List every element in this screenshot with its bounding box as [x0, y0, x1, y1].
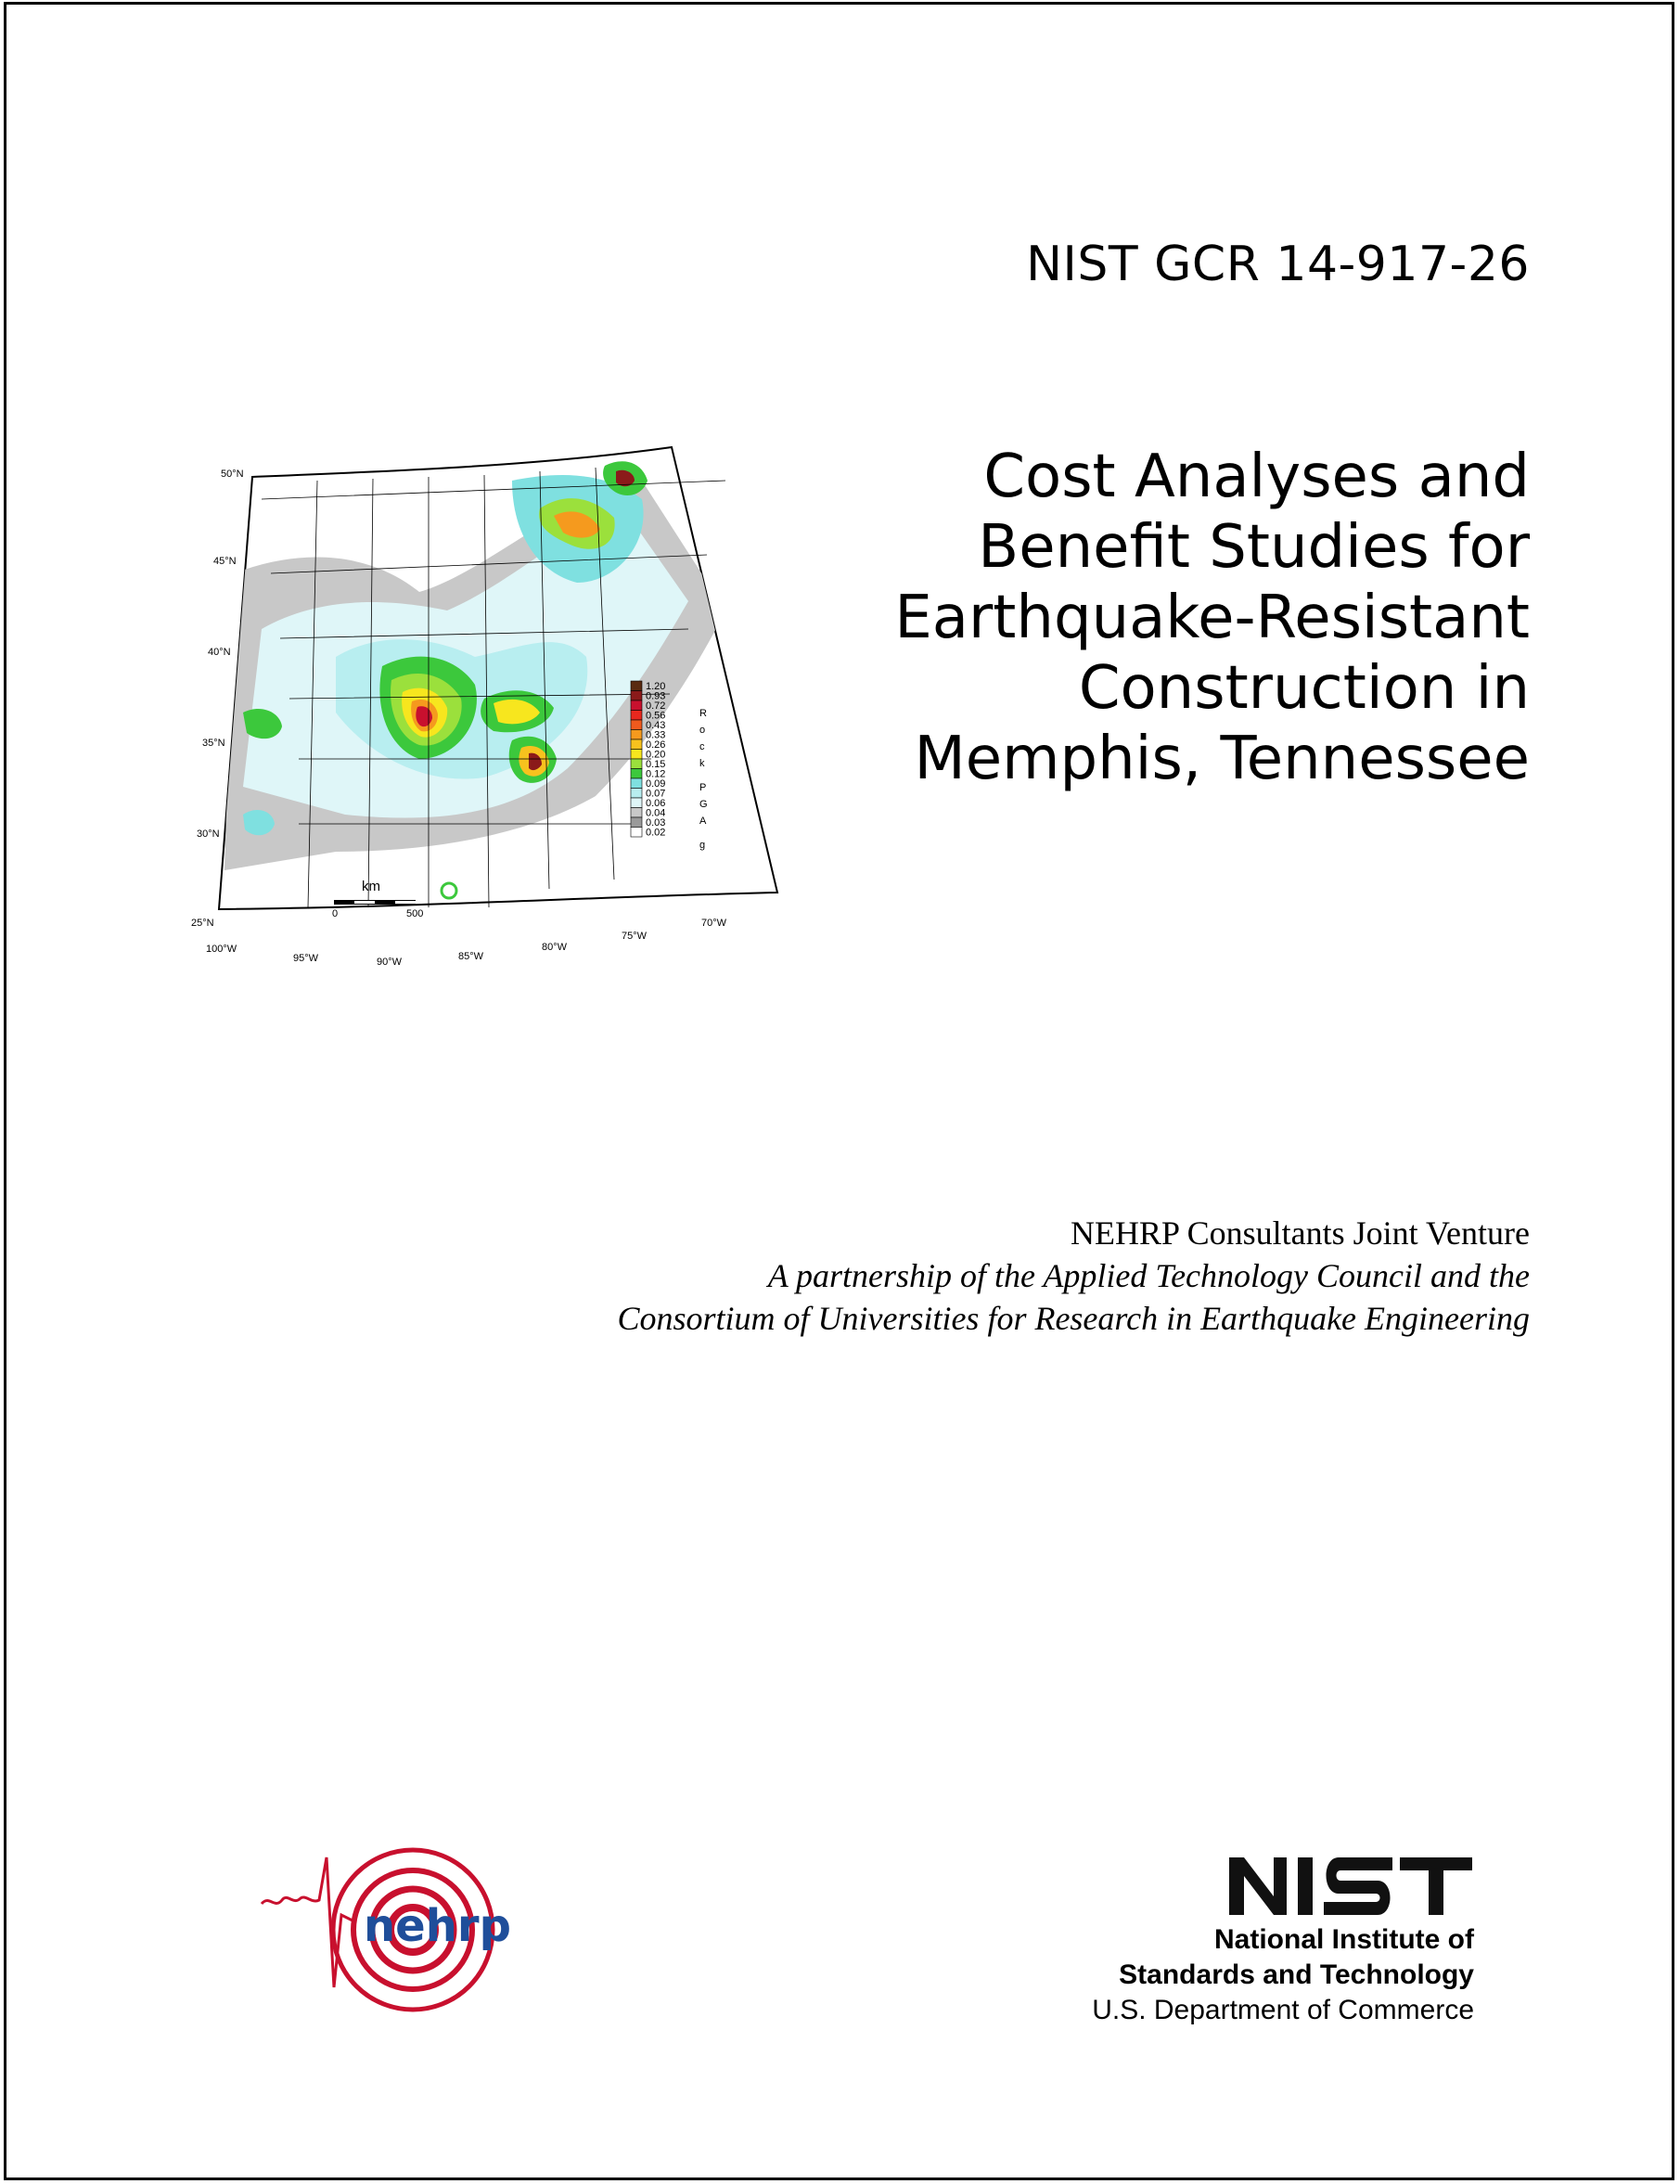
legend-value: 0.03 [646, 817, 666, 829]
legend-swatch [631, 739, 642, 750]
legend-swatch [631, 730, 642, 740]
longitude-labels [206, 918, 727, 968]
legend-swatch [631, 759, 642, 769]
title-line: Memphis, Tennessee [914, 725, 1530, 793]
svg-text:95°W: 95°W [293, 953, 319, 964]
organization-name: NEHRP Consultants Joint Venture [1070, 1214, 1530, 1252]
nist-name-line: Standards and Technology [1119, 1959, 1474, 1990]
partnership-line: Consortium of Universities for Research in Earthquake Engineering [617, 1300, 1530, 1337]
legend-value: 0.12 [646, 768, 666, 780]
svg-text:km: km [362, 879, 380, 894]
legend-swatch [631, 789, 642, 799]
legend-swatch [631, 700, 642, 711]
legend-swatch [631, 798, 642, 808]
svg-text:80°W: 80°W [542, 942, 568, 953]
svg-text:25°N: 25°N [191, 918, 214, 929]
legend-title-char: g [699, 840, 706, 851]
legend-swatch [631, 681, 642, 691]
legend-value: 0.56 [646, 710, 666, 722]
legend-value: 0.43 [646, 720, 666, 731]
legend-title-char: k [699, 758, 705, 769]
legend-title-char: P [699, 782, 707, 793]
svg-text:50°N: 50°N [221, 469, 244, 480]
legend-value: 0.33 [646, 729, 666, 741]
svg-text:40°N: 40°N [208, 647, 231, 658]
svg-text:45°N: 45°N [213, 556, 237, 567]
legend-value: 0.72 [646, 700, 666, 712]
nist-wordmark [1225, 1856, 1474, 1917]
nist-name-line: National Institute of [1214, 1924, 1474, 1955]
legend-title-char: G [699, 799, 708, 810]
svg-text:90°W: 90°W [377, 957, 403, 968]
legend-swatch [631, 711, 642, 721]
legend-value: 0.93 [646, 690, 666, 702]
svg-text:85°W: 85°W [458, 951, 484, 962]
legend-value: 0.15 [646, 759, 666, 770]
legend-swatch [631, 808, 642, 818]
partnership-line: A partnership of the Applied Technology Council and the [767, 1257, 1530, 1294]
nehrp-logo [260, 1848, 566, 2024]
title-line: Construction in [1078, 654, 1530, 723]
title-line: Cost Analyses and [983, 443, 1530, 511]
legend-value: 0.04 [646, 807, 666, 819]
legend-swatch [631, 778, 642, 789]
svg-text:75°W: 75°W [622, 931, 648, 942]
legend-value: 0.09 [646, 778, 666, 790]
legend-swatch [631, 750, 642, 760]
legend-swatch [631, 720, 642, 730]
svg-text:nehrp: nehrp [364, 1900, 511, 1952]
legend-value: 0.26 [646, 739, 666, 751]
seismic-hazard-map [191, 443, 792, 980]
legend-value: 0.02 [646, 827, 666, 839]
report-number: NIST GCR 14-917-26 [1026, 237, 1530, 292]
nist-department-line: U.S. Department of Commerce [1092, 1995, 1474, 2025]
svg-text:500: 500 [406, 908, 424, 919]
legend-swatch [631, 817, 642, 828]
nist-logo [955, 1856, 1474, 2041]
page-border [4, 2, 1674, 2180]
svg-text:100°W: 100°W [206, 944, 237, 955]
pga-legend [631, 681, 665, 839]
legend-title-char: c [699, 741, 705, 752]
svg-text:70°W: 70°W [701, 918, 727, 929]
legend-swatch [631, 691, 642, 701]
svg-text:35°N: 35°N [202, 738, 225, 749]
legend-title-char: R [699, 708, 707, 719]
legend-title-char: o [699, 725, 706, 736]
title-line: Earthquake-Resistant [894, 584, 1530, 652]
title-line: Benefit Studies for [978, 513, 1530, 582]
legend-title-char: A [699, 816, 707, 827]
legend-swatch [631, 769, 642, 779]
legend-value: 0.06 [646, 798, 666, 809]
report-title [695, 442, 1530, 794]
svg-text:0: 0 [332, 908, 339, 919]
svg-text:30°N: 30°N [197, 829, 220, 840]
legend-swatch [631, 828, 642, 838]
legend-value: 1.20 [646, 681, 666, 692]
author-block [370, 1212, 1530, 1340]
legend-value: 0.07 [646, 788, 666, 800]
legend-value: 0.20 [646, 749, 666, 761]
